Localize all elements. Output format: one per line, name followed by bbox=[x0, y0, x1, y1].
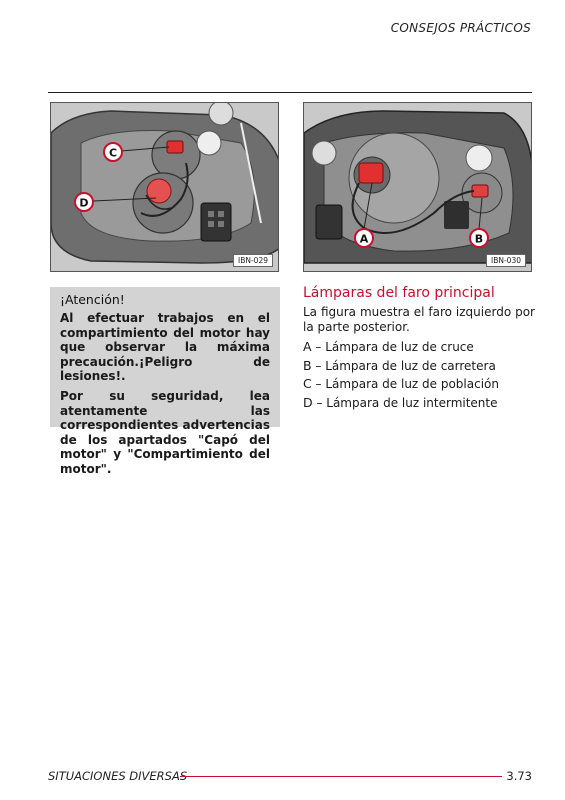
lamp-desc: – Lámpara de luz de población bbox=[311, 377, 499, 392]
callout-d: D bbox=[79, 196, 89, 210]
figure-headlight-rear bbox=[303, 102, 532, 272]
footer-chapter: SITUACIONES DIVERSAS bbox=[48, 769, 188, 783]
list-item bbox=[303, 375, 535, 394]
footer-rule bbox=[180, 776, 502, 777]
lamp-desc: – Lámpara de luz de carretera bbox=[311, 358, 496, 373]
top-rule bbox=[48, 92, 532, 93]
section-title: Lámparas del faro principal bbox=[303, 285, 495, 301]
lamp-letter: C bbox=[303, 376, 312, 392]
warning-box bbox=[50, 287, 280, 476]
callout-b: B bbox=[474, 232, 484, 246]
lamp-letter: B bbox=[303, 357, 312, 373]
page-number: 3.73 bbox=[506, 769, 532, 783]
headlight-illustration bbox=[51, 103, 279, 272]
headlight-rear-illustration bbox=[304, 103, 532, 272]
warning-paragraph: Al efectuar trabajos en el compartimiento del motor hay que observar la máxima precaución.¡Peligro de lesiones!. bbox=[60, 311, 270, 384]
callout-c: C bbox=[108, 146, 118, 160]
lamp-list bbox=[303, 338, 535, 412]
list-item bbox=[303, 394, 535, 413]
lamp-desc: – Lámpara de luz intermitente bbox=[312, 395, 498, 410]
lamp-letter: D bbox=[303, 394, 313, 410]
lamps-section bbox=[303, 285, 535, 412]
section-intro: La figura muestra el faro izquierdo por la parte posterior. bbox=[303, 305, 535, 334]
figure-id-left: IBN-029 bbox=[233, 254, 273, 267]
callout-a: A bbox=[359, 232, 369, 246]
warning-paragraph: Por su seguridad, lea atentamente las correspondientes advertencias de los apartados "Capó del motor" y "Compartimiento del motor". bbox=[60, 388, 270, 476]
lamp-desc: – Lámpara de luz de cruce bbox=[311, 340, 474, 355]
figure-id-right: IBN-030 bbox=[486, 254, 526, 267]
figure-headlight-front bbox=[50, 102, 279, 272]
lamp-letter: A bbox=[303, 339, 312, 355]
list-item bbox=[303, 357, 535, 376]
list-item bbox=[303, 338, 535, 357]
warning-title: ¡Atención! bbox=[60, 292, 125, 307]
running-head: CONSEJOS PRÁCTICOS bbox=[390, 21, 531, 35]
